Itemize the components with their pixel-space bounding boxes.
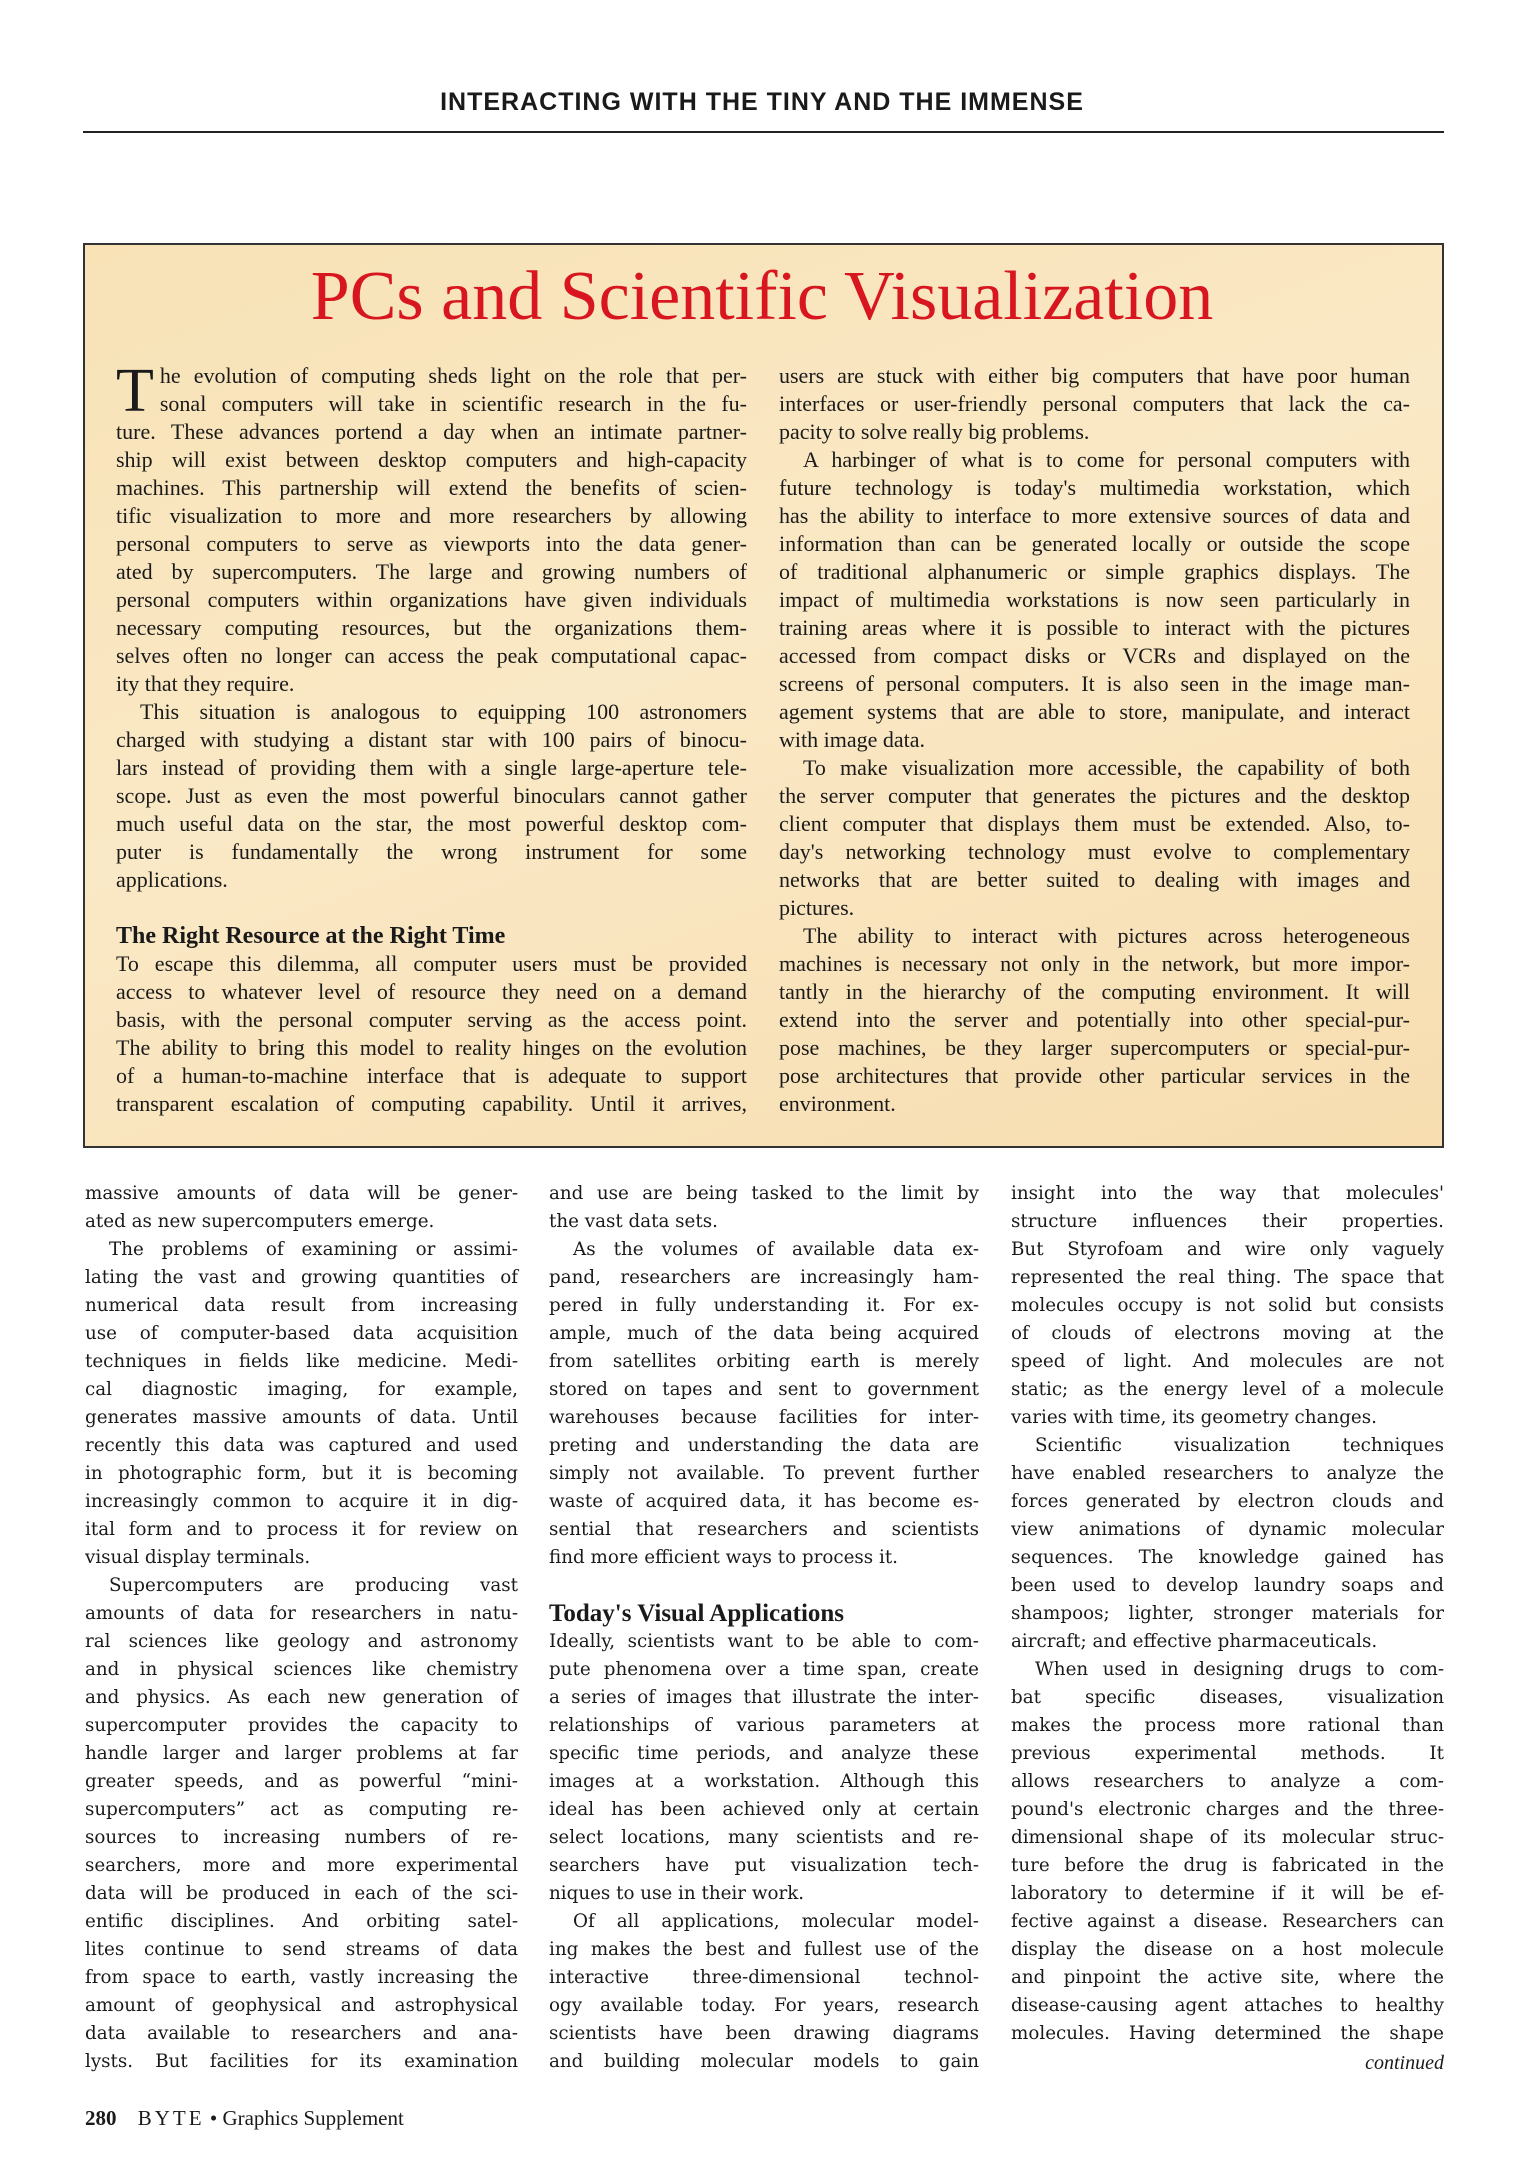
text-line: entific disciplines. And orbiting satel- [85, 1911, 518, 1932]
text-line: disease-causing agent attaches to healthy [1011, 1995, 1444, 2016]
text-line: molecules occupy is not solid but consists [1011, 1295, 1444, 1316]
text-line: amounts of data for researchers in natu- [85, 1603, 518, 1624]
text-line: ital form and to process it for review on [85, 1519, 518, 1540]
text-line: images at a workstation. Although this [549, 1771, 979, 1792]
text-line: machines. This partnership will extend the benefits of scien- [116, 475, 747, 500]
text-line: greater speeds, and as powerful “mini- [85, 1771, 518, 1792]
text-line: cal diagnostic imaging, for example, [85, 1379, 518, 1400]
paragraph [116, 698, 747, 894]
text-line: The ability to interact with pictures across heterogeneous [803, 923, 1410, 948]
text-line: puter is fundamentally the wrong instrument for some [116, 839, 747, 864]
text-line: a series of images that illustrate the inter- [549, 1687, 979, 1708]
text-line: sential that researchers and scientists [549, 1519, 979, 1540]
text-line: But Styrofoam and wire only vaguely [1011, 1239, 1444, 1260]
text-line: waste of acquired data, it has become es- [549, 1491, 979, 1512]
text-line: supercomputer provides the capacity to [85, 1715, 518, 1736]
text-line: sonal computers will take in scientific research in the fu- [159, 391, 747, 416]
text-line: sources to increasing numbers of re- [85, 1827, 518, 1848]
text-line: The ability to bring this model to reality hinges on the evolution [116, 1035, 747, 1061]
text-line: of clouds of electrons moving at the [1011, 1323, 1444, 1344]
text-line: the vast data sets. [549, 1211, 718, 1232]
text-line: view animations of dynamic molecular [1011, 1519, 1444, 1540]
text-line: recently this data was captured and used [85, 1435, 518, 1456]
footer-separator: • [209, 2106, 218, 2130]
text-line: To make visualization more accessible, the capability of both [803, 755, 1410, 780]
section-name: Graphics Supplement [222, 2106, 404, 2130]
text-line: scope. Just as even the most powerful binoculars cannot gather [116, 783, 747, 808]
text-line: aircraft; and effective pharmaceuticals. [1011, 1631, 1378, 1652]
text-line: networks that are better suited to dealing with images and [779, 867, 1410, 892]
text-line: represented the real thing. The space that [1011, 1267, 1444, 1288]
text-line: environment. [779, 1091, 896, 1116]
paragraph [1011, 1180, 1444, 1432]
text-line: Scientific visualization techniques [1035, 1435, 1444, 1456]
spacer [116, 894, 747, 922]
article-column-2 [549, 1180, 979, 2076]
text-line: agement systems that are able to store, manipulate, and interact [779, 699, 1410, 724]
text-line: Ideally, scientists want to be able to com- [549, 1631, 979, 1652]
text-line: lars instead of providing them with a single large-aperture tele- [116, 755, 747, 780]
text-line: ship will exist between desktop computers and high-capacity [116, 447, 747, 472]
sidebar-title: PCs and Scientific Visualization [310, 258, 1214, 335]
text-line: and pinpoint the active site, where the [1011, 1967, 1444, 1988]
text-line: with image data. [779, 727, 926, 752]
text-line: charged with studying a distant star with 100 pairs of binocu- [116, 727, 747, 752]
header-rule [83, 131, 1444, 133]
paragraph [779, 922, 1410, 1118]
text-line: pictures. [779, 895, 855, 920]
text-line: screens of personal computers. It is also seen in the image man- [779, 671, 1410, 696]
text-line: When used in designing drugs to com- [1035, 1659, 1444, 1680]
text-line: generates massive amounts of data. Until [85, 1407, 518, 1428]
text-line: lating the vast and growing quantities of [85, 1267, 518, 1288]
text-line: tantly in the hierarchy of the computing environment. It will [779, 979, 1410, 1004]
text-line: To escape this dilemma, all computer users must be provided [116, 951, 747, 977]
text-line: speed of light. And molecules are not [1011, 1351, 1444, 1372]
paragraph [116, 357, 747, 698]
text-line: accessed from compact disks or VCRs and displayed on the [779, 643, 1410, 668]
text-line: ogy available today. For years, research [549, 1995, 979, 2016]
text-line: numerical data result from increasing [85, 1295, 518, 1316]
sidebar-column-2 [779, 362, 1410, 1118]
text-line: forces generated by electron clouds and [1011, 1491, 1444, 1512]
paragraph [116, 950, 747, 1118]
text-line: data will be produced in each of the sci- [85, 1883, 518, 1904]
text-line: Supercomputers are producing vast [109, 1575, 518, 1596]
text-line: previous experimental methods. It [1011, 1743, 1444, 1764]
text-line: access to whatever level of resource they need on a demand [116, 979, 747, 1005]
text-line: pose machines, be they larger supercomputers or special-pur- [779, 1035, 1410, 1060]
paragraph [549, 1180, 979, 1236]
text-line: and building molecular models to gain [549, 2051, 979, 2072]
text-line: ated as new supercomputers emerge. [85, 1211, 435, 1232]
text-line: find more efficient ways to process it. [549, 1547, 898, 1568]
text-line: ideal has been achieved only at certain [549, 1799, 979, 1820]
text-line: pose architectures that provide other particular services in the [779, 1063, 1410, 1088]
text-line: been used to develop laundry soaps and [1011, 1575, 1444, 1596]
text-line: pacity to solve really big problems. [779, 419, 1090, 444]
text-line: ample, much of the data being acquired [549, 1323, 979, 1344]
text-line: ity that they require. [116, 671, 295, 696]
text-line: insight into the way that molecules' [1011, 1183, 1444, 1204]
text-line: training areas where it is possible to interact with the pictures [779, 615, 1410, 640]
text-line: selves often no longer can access the peak computational capac- [116, 643, 747, 668]
text-line: display the disease on a host molecule [1011, 1939, 1444, 1960]
text-line: dimensional shape of its molecular struc- [1011, 1827, 1444, 1848]
running-head: INTERACTING WITH THE TINY AND THE IMMENSE [440, 88, 1084, 116]
text-line: Of all applications, molecular model- [573, 1911, 979, 1932]
text-line: molecules. Having determined the shape [1011, 2023, 1444, 2044]
paragraph [779, 754, 1410, 922]
spacer [549, 1572, 979, 1600]
text-line: bat specific diseases, visualization [1011, 1687, 1444, 1708]
text-line: techniques in fields like medicine. Medi- [85, 1351, 518, 1372]
text-line: tific visualization to more and more researchers by allowing [116, 503, 747, 528]
text-line: specific time periods, and analyze these [549, 1743, 979, 1764]
text-line: handle larger and larger problems at far [85, 1743, 518, 1764]
paragraph [1011, 1656, 1444, 2048]
paragraph [549, 1628, 979, 1908]
text-line: future technology is today's multimedia workstation, which [779, 475, 1410, 500]
text-line: he evolution of computing sheds light on the role that per- [159, 363, 747, 388]
section-heading: The Right Resource at the Right Time [116, 923, 506, 949]
text-line: shampoos; lighter, stronger materials for [1011, 1603, 1444, 1624]
text-line: static; as the energy level of a molecule [1011, 1379, 1444, 1400]
text-line: ture before the drug is fabricated in the [1011, 1855, 1444, 1876]
text-line: day's networking technology must evolve to complementary [779, 839, 1410, 864]
text-line: from space to earth, vastly increasing the [85, 1967, 518, 1988]
text-line: lites continue to send streams of data [85, 1939, 518, 1960]
text-line: from satellites orbiting earth is merely [549, 1351, 979, 1372]
text-line: interactive three-dimensional technol- [549, 1967, 979, 1988]
text-line: the server computer that generates the pictures and the desktop [779, 783, 1410, 808]
text-line: personal computers within organizations have given individuals [116, 587, 747, 612]
text-line: have enabled researchers to analyze the [1011, 1463, 1444, 1484]
text-line: impact of multimedia workstations is now seen particularly in [779, 587, 1410, 612]
paragraph [85, 1236, 518, 1572]
text-line: relationships of various parameters at [549, 1715, 979, 1736]
text-line: much useful data on the star, the most powerful desktop com- [116, 811, 747, 836]
article-column-1 [85, 1180, 518, 2076]
text-line: basis, with the personal computer serving as the access point. [116, 1007, 747, 1033]
text-line: of traditional alphanumeric or simple graphics displays. The [779, 559, 1410, 584]
text-line: The problems of examining or assimi- [109, 1239, 518, 1260]
text-line: pered in fully understanding it. For ex- [549, 1295, 979, 1316]
text-line: visual display terminals. [85, 1547, 311, 1568]
text-line: machines is necessary not only in the network, but more impor- [779, 951, 1410, 976]
text-line: searchers have put visualization tech- [549, 1855, 979, 1876]
text-line: simply not available. To prevent further [549, 1463, 979, 1484]
text-line: data available to researchers and ana- [85, 2023, 518, 2044]
text-line: use of computer-based data acquisition [85, 1323, 518, 1344]
paragraph [779, 362, 1410, 446]
text-line: structure influences their properties. [1011, 1211, 1444, 1232]
page-footer [85, 2106, 404, 2131]
paragraph [85, 1180, 518, 1236]
text-line: warehouses because facilities for inter- [549, 1407, 979, 1428]
continued-note: continued [1365, 2052, 1444, 2074]
text-line: and physics. As each new generation of [85, 1687, 518, 1708]
text-line: sequences. The knowledge gained has [1011, 1547, 1444, 1568]
paragraph [1011, 1432, 1444, 1656]
text-line: makes the process more rational than [1011, 1715, 1444, 1736]
text-line: information than can be generated locally or outside the scope [779, 531, 1410, 556]
magazine-name: BYTE [137, 2106, 205, 2130]
page-number: 280 [85, 2106, 117, 2130]
text-line: laboratory to determine if it will be ef- [1011, 1883, 1444, 1904]
text-line: lysts. But facilities for its examination [85, 2051, 518, 2072]
article-column-3 [1011, 1180, 1444, 2048]
paragraph [549, 1236, 979, 1572]
paragraph [85, 1572, 518, 2076]
sidebar-column-1 [116, 357, 747, 1118]
text-line: niques to use in their work. [549, 1883, 805, 1904]
text-line: ing makes the best and fullest use of the [549, 1939, 979, 1960]
text-line: varies with time, its geometry changes. [1011, 1407, 1377, 1428]
text-line: and use are being tasked to the limit by [549, 1183, 979, 1204]
text-line: As the volumes of available data ex- [573, 1239, 979, 1260]
text-line: ated by supercomputers. The large and growing numbers of [116, 559, 747, 584]
text-line: select locations, many scientists and re- [549, 1827, 979, 1848]
text-line: fective against a disease. Researchers can [1011, 1911, 1444, 1932]
text-line: interfaces or user-friendly personal computers that lack the ca- [779, 391, 1410, 416]
text-line: pand, researchers are increasingly ham- [549, 1267, 979, 1288]
text-line: scientists have been drawing diagrams [549, 2023, 979, 2044]
paragraph [549, 1908, 979, 2076]
text-line: in photographic form, but it is becoming [85, 1463, 518, 1484]
text-line: applications. [116, 867, 228, 892]
text-line: searchers, more and more experimental [85, 1855, 518, 1876]
text-line: pound's electronic charges and the three- [1011, 1799, 1444, 1820]
text-line: increasingly common to acquire it in dig- [85, 1491, 518, 1512]
text-line: ral sciences like geology and astronomy [85, 1631, 518, 1652]
text-line: and in physical sciences like chemistry [85, 1659, 518, 1680]
text-line: users are stuck with either big computers that have poor human [779, 363, 1410, 388]
text-line: ture. These advances portend a day when an intimate partner- [116, 419, 747, 444]
text-line: transparent escalation of computing capability. Until it arrives, [116, 1091, 747, 1117]
drop-cap: T [116, 357, 154, 425]
text-line: supercomputers” act as computing re- [85, 1799, 518, 1820]
text-line: personal computers to serve as viewports into the data gener- [116, 531, 747, 556]
text-line: massive amounts of data will be gener- [85, 1183, 518, 1204]
text-line: amount of geophysical and astrophysical [85, 1995, 518, 2016]
section-heading: Today's Visual Applications [549, 1600, 845, 1627]
text-line: client computer that displays them must be extended. Also, to- [779, 811, 1410, 836]
paragraph [779, 446, 1410, 754]
text-line: of a human-to-machine interface that is adequate to support [116, 1063, 747, 1089]
text-line: pute phenomena over a time span, create [549, 1659, 979, 1680]
text-line: has the ability to interface to more extensive sources of data and [779, 503, 1410, 528]
text-line: A harbinger of what is to come for personal computers with [803, 447, 1410, 472]
text-line: This situation is analogous to equipping 100 astronomers [140, 699, 747, 724]
text-line: allows researchers to analyze a com- [1011, 1771, 1444, 1792]
text-line: stored on tapes and sent to government [549, 1379, 979, 1400]
text-line: extend into the server and potentially into other special-pur- [779, 1007, 1410, 1032]
text-line: preting and understanding the data are [549, 1435, 979, 1456]
text-line: necessary computing resources, but the organizations them- [116, 615, 747, 640]
